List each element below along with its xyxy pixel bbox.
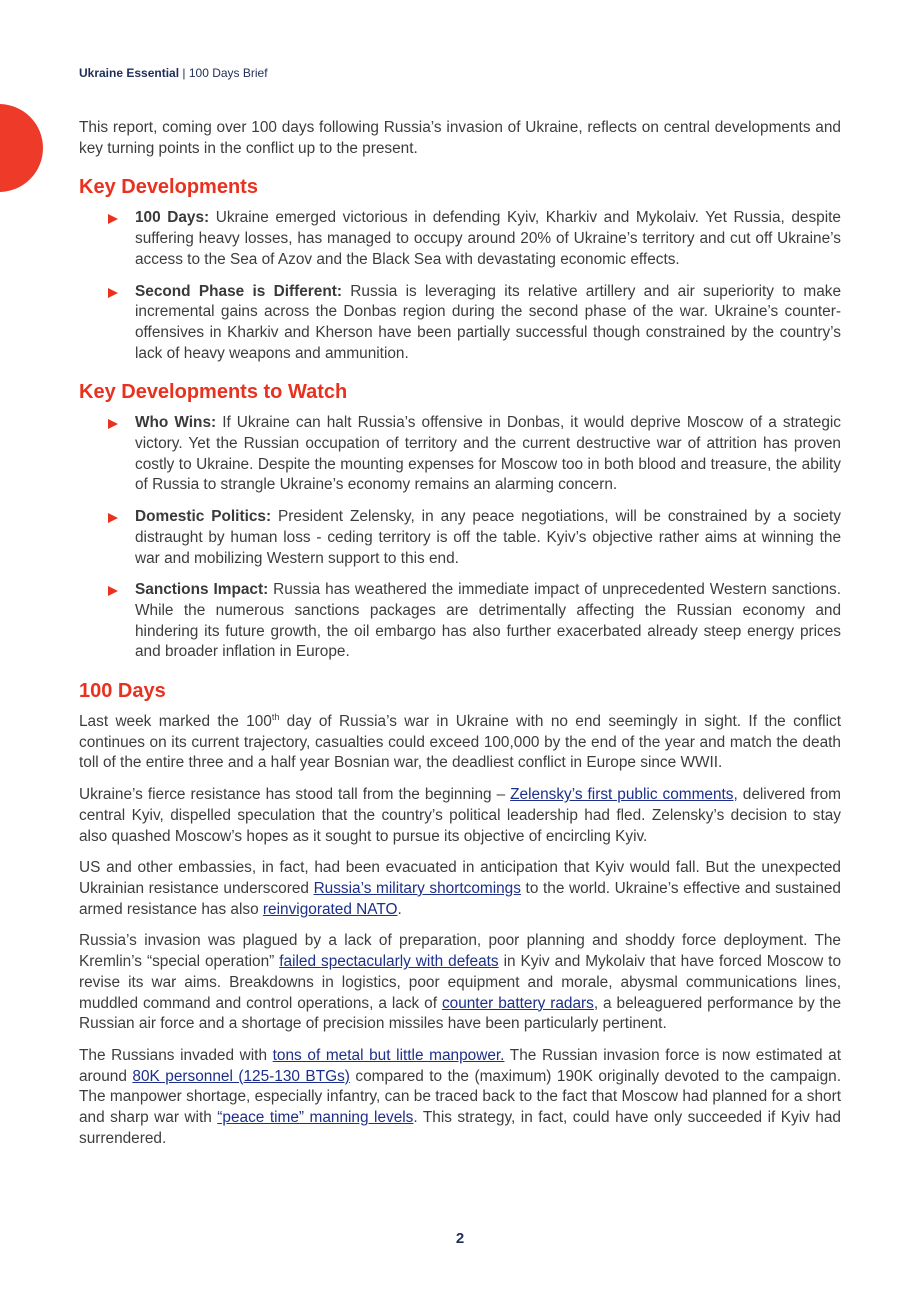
- paragraph-manpower: [79, 1046, 841, 1150]
- item-text: Russia is leveraging its relative artillery and air superiority to make incremental gains across the Donbas region during the second phase of the war. Ukraine’s counter-offensives in Kharkiv and Kherson have been partially successful though constrained by the country’s lack of heavy weapons and ammunition.: [135, 282, 842, 362]
- text-run: , delivered from central Kyiv, dispelled speculation that the country’s political leadership had fled. Zelensky’s decision to stay also quashed Moscow’s hopes as it sought to pursue its objective of encircling Kyiv.: [79, 786, 841, 845]
- page-content: [79, 118, 841, 1160]
- link-reinvigorated-nato[interactable]: reinvigorated NATO: [262, 900, 398, 918]
- link-tons-of-metal[interactable]: tons of metal but little manpower.: [272, 1046, 505, 1064]
- bullet-arrow-icon: [108, 288, 118, 298]
- intro-paragraph: This report, coming over 100 days following Russia’s invasion of Ukraine, reflects on central developments and key turning points in the conflict up to the present.: [79, 119, 841, 157]
- item-title: Who Wins:: [135, 414, 217, 432]
- side-tab-marker: [0, 104, 43, 192]
- heading-100-days: 100 Days: [79, 680, 166, 703]
- link-80k-personnel[interactable]: 80K personnel (125-130 BTGs): [132, 1067, 350, 1085]
- paragraph-embassies: [79, 858, 841, 920]
- link-peace-time-manning[interactable]: “peace time” manning levels: [217, 1109, 414, 1127]
- list-item: [135, 413, 841, 496]
- link-counter-battery-radars[interactable]: counter battery radars: [441, 994, 594, 1012]
- key-developments-list: [79, 208, 841, 364]
- link-military-shortcomings[interactable]: Russia’s military shortcomings: [313, 879, 521, 897]
- text-run: Russia’s invasion was plagued by a lack of preparation, poor planning and shoddy force deployment. The Kremlin’s “special operation”: [79, 932, 841, 971]
- text-run: day of Russia’s war in Ukraine with no end seemingly in sight. If the conflict continues on its current trajectory, casualties could exceed 100,000 by the end of the year and match the death toll of the entire three and a half year Bosnian war, the deadliest conflict in Europe since WWII.: [79, 713, 841, 772]
- text-run: .: [397, 900, 402, 918]
- text-run: in Kyiv and Mykolaiv that have forced Moscow to revise its war aims. Breakdowns in logistics, poor equipment and morale, abysmal communications lines, muddled command and control operations, a lack of: [79, 953, 842, 1012]
- list-item: [135, 507, 841, 569]
- to-watch-list: [79, 413, 841, 663]
- text-run: The Russians invaded with: [79, 1046, 273, 1064]
- item-text: Russia has weathered the immediate impact of unprecedented Western sanctions. While the numerous sanctions packages are detrimentally affecting the Russian economy and hindering its future growth, the oil embargo has also further exacerbated already steep energy prices and broader inflation in Europe.: [135, 581, 841, 661]
- paragraph-resistance: [79, 785, 841, 847]
- item-text: Ukraine emerged victorious in defending Kyiv, Kharkiv and Mykolaiv. Yet Russia, despite suffering heavy losses, has managed to occupy around 20% of Ukraine’s territory and cut off Ukraine’s access to the Sea of Azov and the Black Sea with devastating economic effects.: [135, 209, 841, 268]
- list-item: [135, 580, 841, 663]
- bullet-arrow-icon: [108, 513, 118, 523]
- text-run: The Russian invasion force is now estimated at around: [79, 1046, 841, 1085]
- paragraph-invasion-plagued: [79, 931, 841, 1035]
- paragraph-100th-day: [79, 712, 841, 774]
- item-title: Second Phase is Different:: [135, 282, 342, 300]
- superscript: th: [271, 711, 280, 722]
- text-run: US and other embassies, in fact, had been evacuated in anticipation that Kyiv would fall. But the unexpected Ukrainian resistance underscored: [79, 859, 841, 897]
- header-brand: Ukraine Essential: [79, 66, 180, 80]
- link-failed-spectacularly[interactable]: failed spectacularly with defeats: [279, 953, 499, 971]
- bullet-arrow-icon: [108, 419, 118, 429]
- item-title: Sanctions Impact:: [135, 581, 269, 599]
- list-item: [135, 208, 841, 270]
- text-run: Ukraine’s fierce resistance has stood tall from the beginning –: [79, 786, 511, 804]
- text-run: Last week marked the 100: [79, 713, 272, 731]
- page-number: 2: [455, 1230, 465, 1247]
- list-item: [135, 282, 841, 365]
- header-subtitle: 100 Days Brief: [188, 66, 268, 80]
- text-run: . This strategy, in fact, could have only succeeded if Kyiv had surrendered.: [79, 1109, 841, 1147]
- text-run: , a beleaguered performance by the Russian air force and a shortage of precision missiles have been particularly pertinent.: [79, 994, 842, 1033]
- item-text: If Ukraine can halt Russia’s offensive in Donbas, it would deprive Moscow of a strategic victory. Yet the Russian occupation of territory and the current destructive war of attrition has proven costly to Ukraine. Despite the mounting expenses for Moscow too in both blood and treasure, the ability of Russia to strangle Ukraine’s economy remains an alarming concern.: [135, 414, 841, 494]
- link-zelensky-comments[interactable]: Zelensky’s first public comments: [510, 786, 734, 804]
- heading-key-developments: Key Developments: [79, 176, 258, 199]
- item-title: 100 Days:: [135, 209, 210, 227]
- item-title: Domestic Politics:: [135, 508, 272, 526]
- item-text: President Zelensky, in any peace negotiations, will be constrained by a society distraught by human loss - ceding territory is off the table. Kyiv’s objective rather aims at winning the war and mobilizing Western support to this end.: [135, 508, 841, 567]
- text-run: compared to the (maximum) 190K originally devoted to the campaign. The manpower shortage, especially infantry, can be traced back to the fact that Moscow had planned for a short and sharp war with: [79, 1067, 841, 1127]
- bullet-arrow-icon: [108, 214, 118, 224]
- running-header: [79, 66, 268, 80]
- header-separator: |: [179, 66, 189, 80]
- bullet-arrow-icon: [108, 586, 118, 596]
- heading-key-developments-to-watch: Key Developments to Watch: [79, 381, 348, 404]
- text-run: to the world. Ukraine’s effective and sustained armed resistance has also: [79, 879, 841, 918]
